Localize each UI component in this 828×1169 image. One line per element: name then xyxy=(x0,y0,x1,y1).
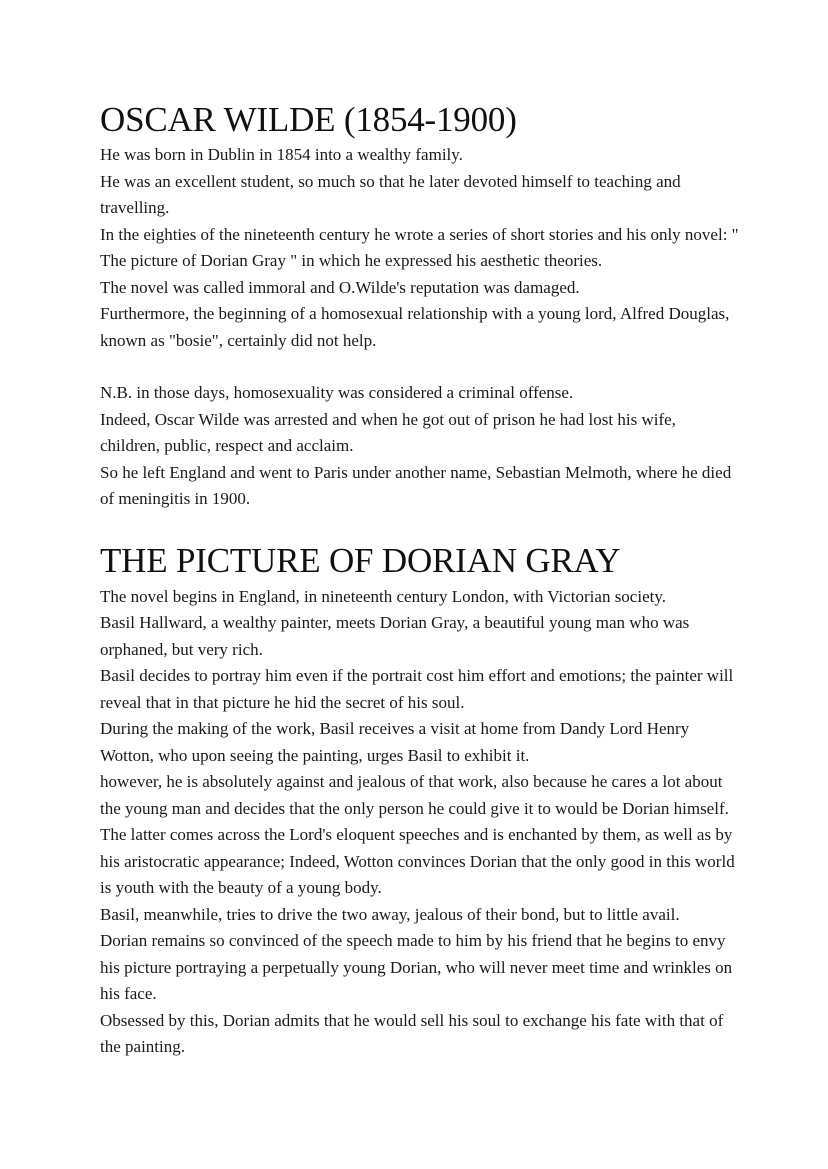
novel-section xyxy=(100,541,740,1061)
author-section xyxy=(100,100,740,513)
author-heading: OSCAR WILDE (1854-1900) xyxy=(100,100,517,139)
novel-paragraph: The novel begins in England, in nineteenth century London, with Victorian society. xyxy=(100,586,666,606)
novel-paragraph: During the making of the work, Basil receives a visit at home from Dandy Lord Henry Wotton, who upon seeing the painting, urges Basil to exhibit it. xyxy=(100,719,690,765)
bio-paragraph: In the eighties of the nineteenth century he wrote a series of short stories and his only novel: " The picture of Dorian Gray " in which he expressed his aesthetic theories. xyxy=(100,224,739,270)
novel-paragraph: Dorian remains so convinced of the speech made to him by his friend that he begins to envy his picture portraying a perpetually young Dorian, who will never meet time and wrinkles on his face. xyxy=(100,931,733,1003)
novel-paragraph: The latter comes across the Lord's eloquent speeches and is enchanted by them, as well as by his aristocratic appearance; Indeed, Wotton convinces Dorian that the only good in this world is youth with the beauty of a young body. xyxy=(100,825,735,897)
bio-paragraph: He was born in Dublin in 1854 into a wealthy family. xyxy=(100,145,463,164)
novel-paragraph: Basil, meanwhile, tries to drive the two away, jealous of their bond, but to little avail. xyxy=(100,904,680,924)
novel-heading: THE PICTURE OF DORIAN GRAY xyxy=(100,540,621,580)
note-paragraph: N.B. in those days, homosexuality was considered a criminal offense. xyxy=(100,383,574,402)
document-page xyxy=(100,100,740,1061)
note-paragraph: Indeed, Oscar Wilde was arrested and when he got out of prison he had lost his wife, children, public, respect and acclaim. xyxy=(100,409,676,455)
bio-paragraph: He was an excellent student, so much so that he later devoted himself to teaching and travelling. xyxy=(100,171,681,217)
novel-summary xyxy=(100,584,740,1061)
author-note xyxy=(100,380,740,513)
paragraph-spacer xyxy=(100,354,740,380)
novel-paragraph: Basil decides to portray him even if the portrait cost him effort and emotions; the painter will reveal that in that picture he hid the secret of his soul. xyxy=(100,666,734,712)
note-paragraph: So he left England and went to Paris under another name, Sebastian Melmoth, where he died of meningitis in 1900. xyxy=(100,462,732,508)
author-bio xyxy=(100,142,740,354)
novel-paragraph: however, he is absolutely against and jealous of that work, also because he cares a lot about the young man and decides that the only person he could give it to would be Dorian himself. xyxy=(100,772,729,818)
bio-paragraph: Furthermore, the beginning of a homosexual relationship with a young lord, Alfred Douglas, known as "bosie", certainly did not help. xyxy=(100,304,730,350)
novel-paragraph: Obsessed by this, Dorian admits that he would sell his soul to exchange his fate with that of the painting. xyxy=(100,1010,724,1056)
novel-paragraph: Basil Hallward, a wealthy painter, meets Dorian Gray, a beautiful young man who was orphaned, but very rich. xyxy=(100,613,690,659)
bio-paragraph: The novel was called immoral and O.Wilde's reputation was damaged. xyxy=(100,277,580,297)
